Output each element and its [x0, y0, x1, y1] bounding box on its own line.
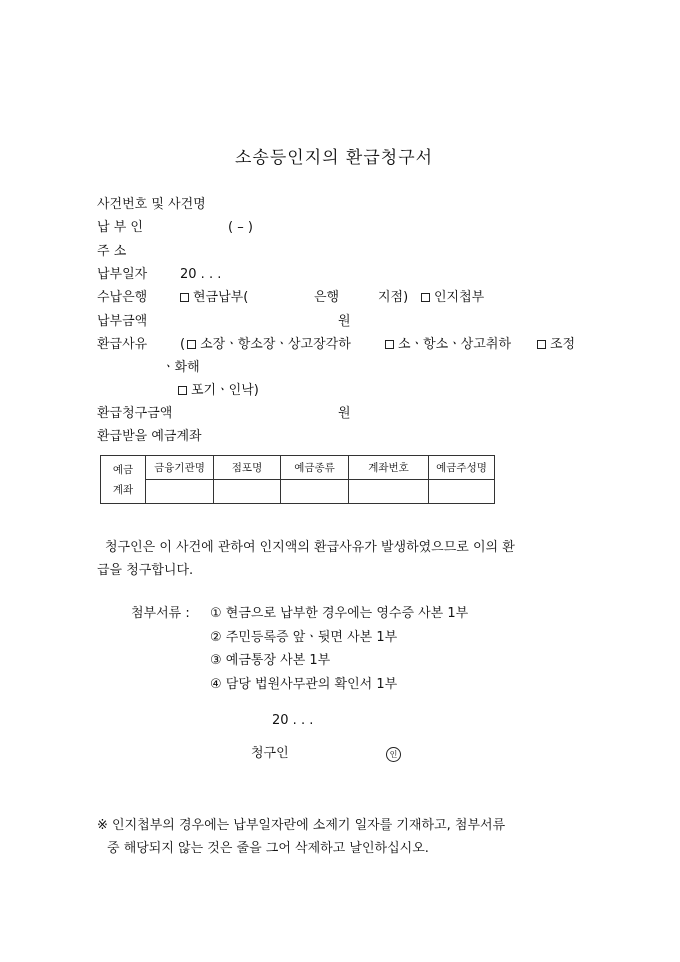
column-header: 점포명 [214, 456, 281, 480]
reason-4-row [178, 383, 259, 399]
attachment-item-3: ③ 예금통장 사본 1부 [210, 653, 331, 668]
date-line: 20 . . . [272, 713, 314, 728]
reason-3-label: 조정 [550, 337, 576, 352]
stamp-option-label: 인지첩부 [434, 290, 485, 305]
seal-mark [386, 746, 401, 762]
deposit-type-cell[interactable] [281, 480, 349, 504]
note-line2: 중 해당되지 않는 것은 줄을 그어 삭제하고 날인하십시오. [107, 841, 429, 856]
account-row-header-2: 계좌 [112, 483, 134, 496]
reason-2-row [385, 337, 511, 353]
stamp-checkbox[interactable] [421, 293, 430, 302]
payer-id-paren: ( – ) [228, 220, 253, 235]
account-label: 환급받을 예금계좌 [97, 429, 202, 444]
reason-2-checkbox[interactable] [385, 340, 394, 349]
attachment-item-1: ① 현금으로 납부한 경우에는 영수증 사본 1부 [210, 606, 469, 621]
refund-amount-won: 원 [338, 406, 351, 421]
seal-icon: 인 [386, 747, 401, 762]
cash-checkbox[interactable] [180, 293, 189, 302]
cash-option-label: 현금납부( [193, 290, 249, 305]
reason-open-paren: ( [180, 337, 186, 352]
bank-row [180, 290, 248, 306]
reason-row [180, 337, 351, 353]
account-row-header-1: 예금 [112, 463, 134, 476]
claimant-label: 청구인 [251, 746, 289, 761]
column-header: 예금종류 [281, 456, 349, 480]
pay-date-value: 20 . . . [180, 267, 222, 282]
attachment-item-4: ④ 담당 법원사무관의 확인서 1부 [210, 677, 398, 692]
column-header: 금융기관명 [146, 456, 214, 480]
body-text-line1: 청구인은 이 사건에 관하여 인지액의 환급사유가 발생하였으므로 이의 환 [105, 540, 515, 555]
account-table [100, 455, 495, 504]
holder-name-cell[interactable] [429, 480, 495, 504]
case-label: 사건번호 및 사건명 [97, 197, 206, 212]
reason-3-continued: ㆍ화해 [162, 360, 200, 375]
reason-3-row [537, 337, 575, 353]
reason-label: 환급사유 [97, 337, 148, 352]
account-row-header [101, 456, 146, 504]
refund-amount-label: 환급청구금액 [97, 406, 173, 421]
branch-name-cell[interactable] [214, 480, 281, 504]
amount-won: 원 [338, 314, 351, 329]
branch-word: 지점) [378, 290, 409, 305]
reason-4-label: 포기ㆍ인낙) [191, 383, 259, 398]
note-line1: ※ 인지첩부의 경우에는 납부일자란에 소제기 일자를 기재하고, 첨부서류 [97, 818, 506, 833]
bank-name-cell[interactable] [146, 480, 214, 504]
reason-4-checkbox[interactable] [178, 386, 187, 395]
page-title: 소송등인지의 환급청구서 [235, 148, 434, 168]
pay-date-label: 납부일자 [97, 267, 148, 282]
address-label: 주 소 [97, 244, 127, 259]
account-number-cell[interactable] [349, 480, 429, 504]
payer-label: 납 부 인 [97, 220, 143, 235]
column-header: 예금주성명 [429, 456, 495, 480]
reason-2-label: 소ㆍ항소ㆍ상고취하 [398, 337, 512, 352]
reason-1-label: 소장ㆍ항소장ㆍ상고장각하 [200, 337, 351, 352]
reason-1-checkbox[interactable] [187, 340, 196, 349]
bank-word: 은행 [314, 290, 340, 305]
stamp-option-row [421, 290, 484, 306]
attachment-item-2: ② 주민등록증 앞ㆍ뒷면 사본 1부 [210, 630, 398, 645]
amount-label: 납부금액 [97, 314, 148, 329]
body-text-line2: 급을 청구합니다. [97, 563, 194, 578]
attachments-label: 첨부서류 : [131, 606, 190, 621]
bank-label: 수납은행 [97, 290, 148, 305]
column-header: 계좌번호 [349, 456, 429, 480]
reason-3-checkbox[interactable] [537, 340, 546, 349]
